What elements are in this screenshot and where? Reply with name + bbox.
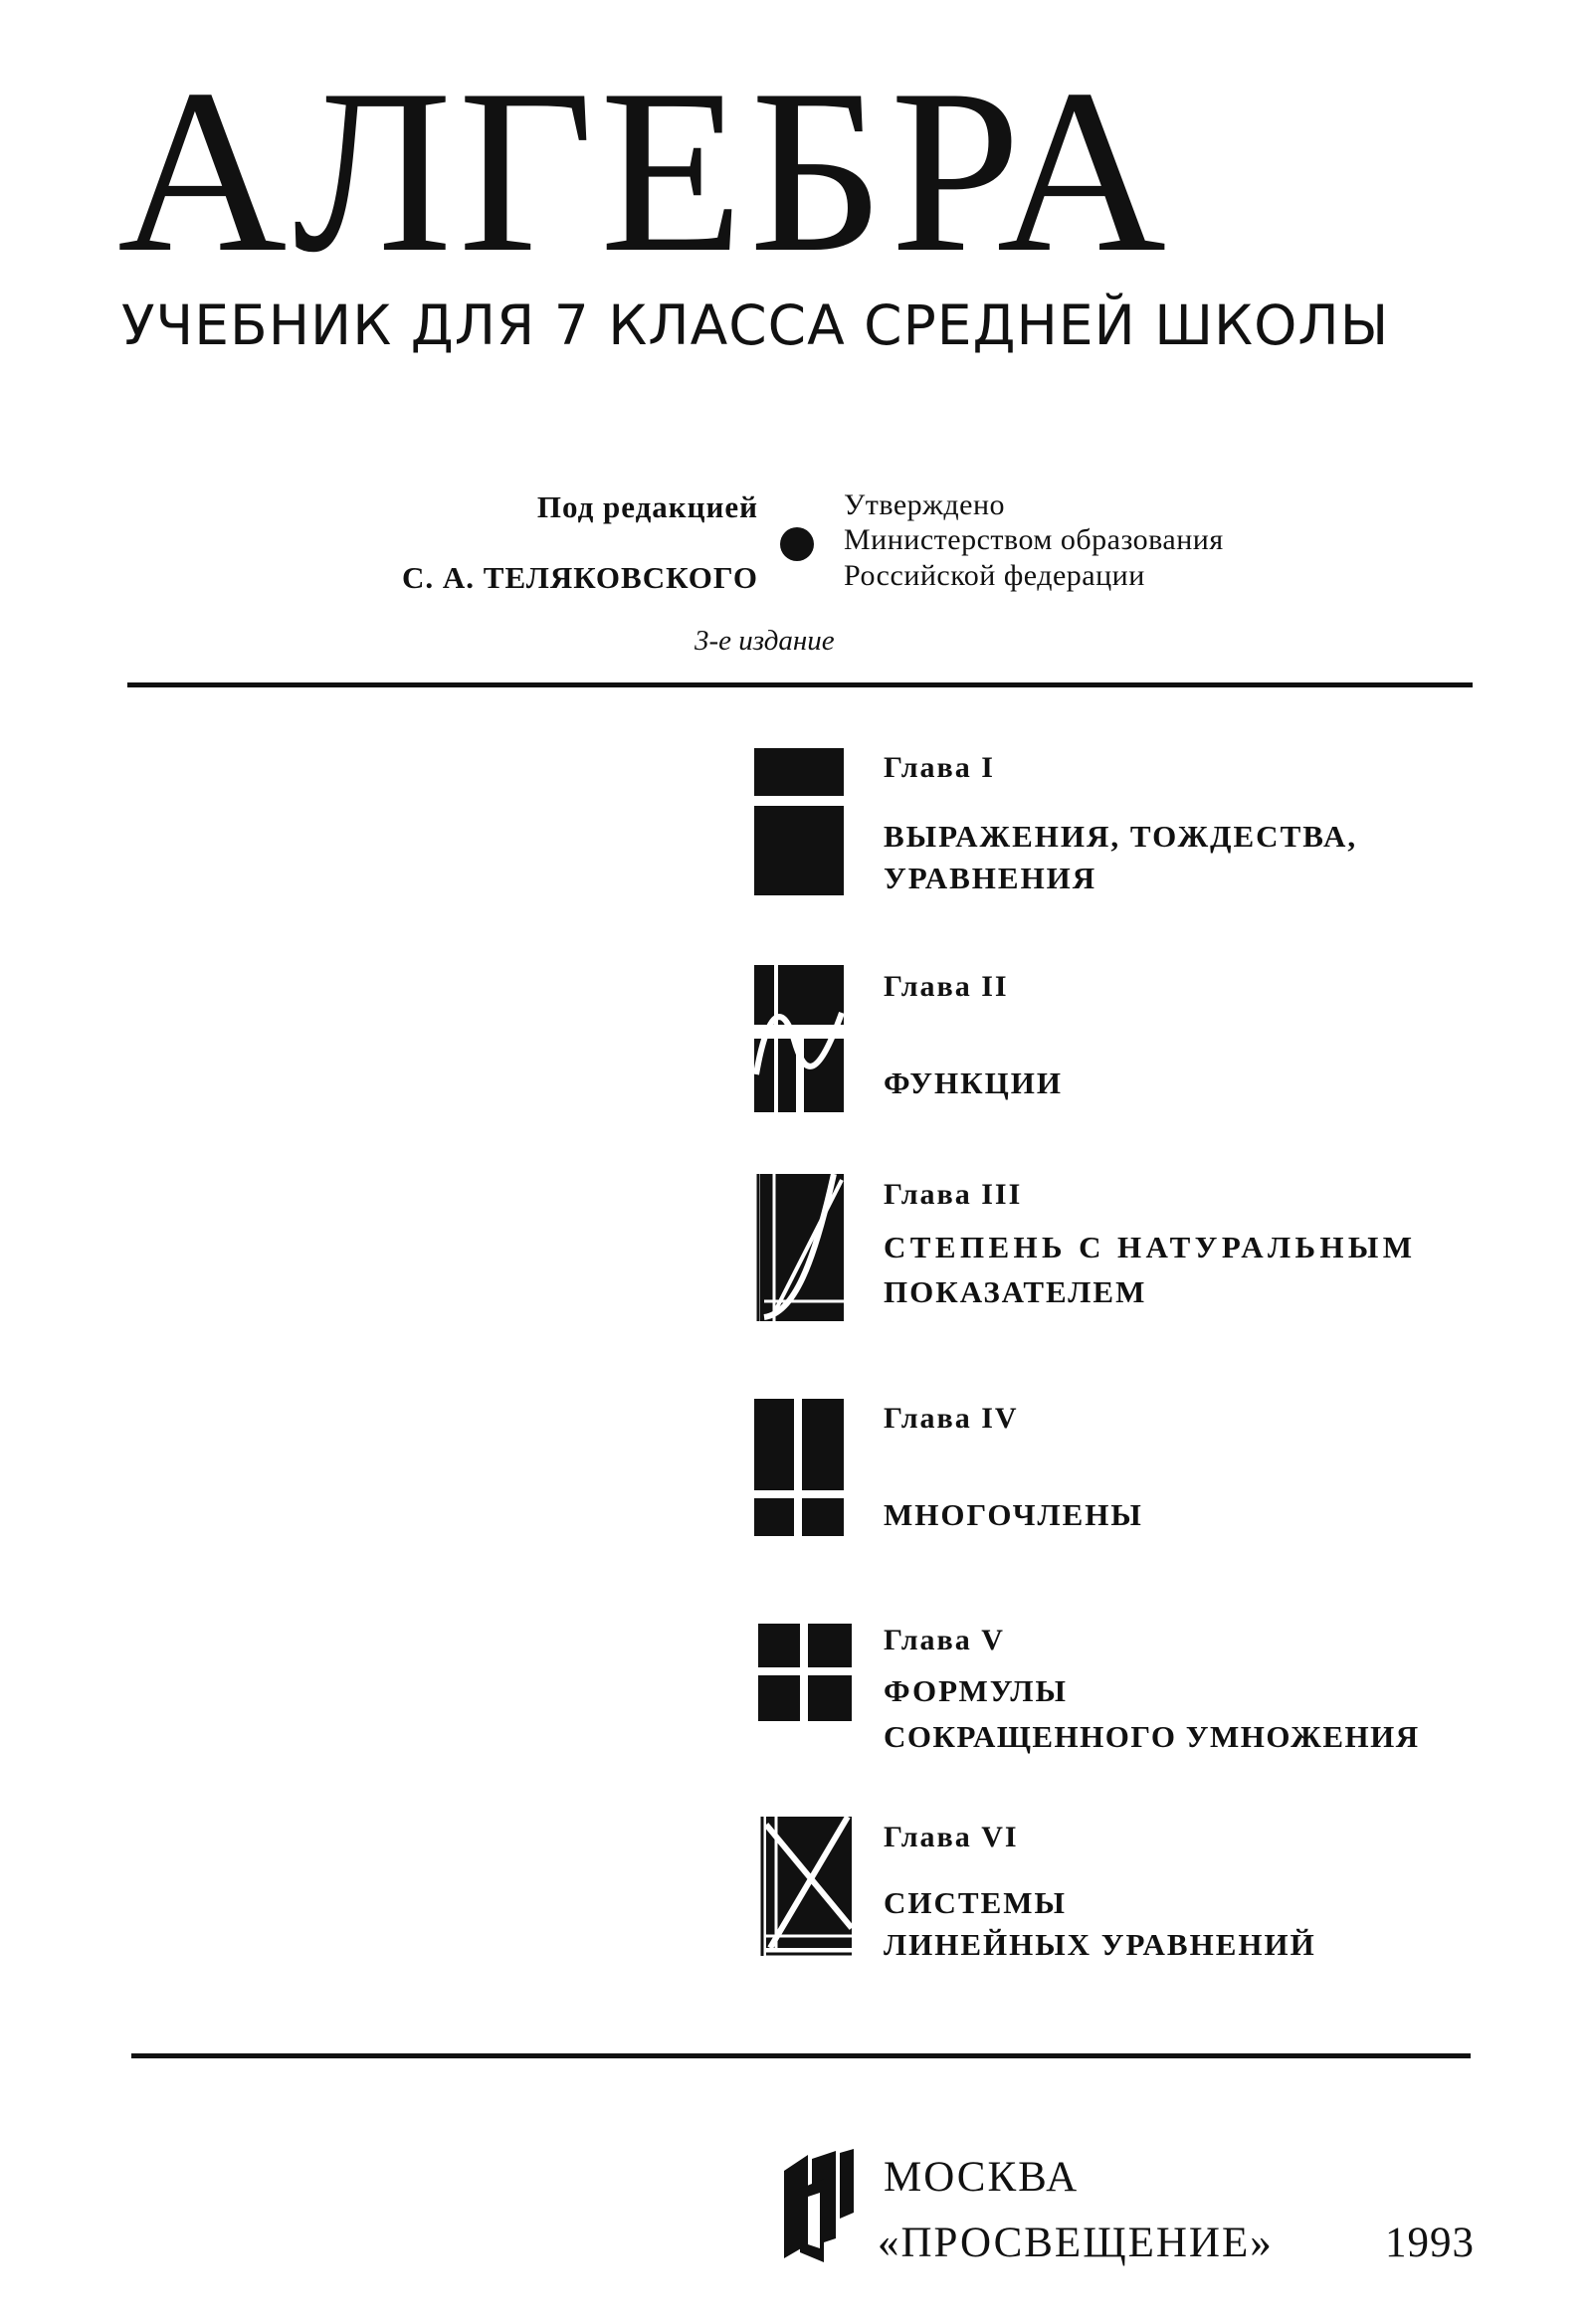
approval-line-3: Российской федерации bbox=[844, 559, 1145, 592]
block-split-icon bbox=[754, 748, 846, 895]
book-subtitle: УЧЕБНИК ДЛЯ 7 КЛАССА СРЕДНЕЙ ШКОЛЫ bbox=[121, 293, 1390, 357]
chapter-3-title-line2: ПОКАЗАТЕЛЕМ bbox=[884, 1274, 1147, 1309]
chapter-5-title-line1: ФОРМУЛЫ bbox=[884, 1673, 1068, 1708]
top-divider bbox=[127, 682, 1473, 687]
sine-wave-icon bbox=[754, 965, 846, 1112]
chapter-5-label: Глава V bbox=[884, 1624, 1005, 1656]
chapter-3-label: Глава III bbox=[884, 1178, 1023, 1211]
chapter-3-title-line1: СТЕПЕНЬ С НАТУРАЛЬНЫМ bbox=[884, 1230, 1417, 1264]
chapter-1-label: Глава I bbox=[884, 751, 995, 784]
editor-name: С. А. ТЕЛЯКОВСКОГО bbox=[402, 560, 758, 595]
chapter-4-title-line1: МНОГОЧЛЕНЫ bbox=[884, 1497, 1143, 1532]
publication-year: 1993 bbox=[1385, 2220, 1475, 2266]
chapter-2-title-line1: ФУНКЦИИ bbox=[884, 1065, 1063, 1100]
publisher-name: «ПРОСВЕЩЕНИЕ» bbox=[878, 2220, 1274, 2266]
chapter-1-title-line1: ВЫРАЖЕНИЯ, ТОЖДЕСТВА, bbox=[884, 819, 1358, 854]
bottom-divider bbox=[131, 2053, 1471, 2058]
editor-label: Под редакцией bbox=[536, 489, 758, 524]
chapter-6-label: Глава VI bbox=[884, 1821, 1019, 1853]
chapter-1-title-line2: УРАВНЕНИЯ bbox=[884, 861, 1097, 895]
four-squares-icon bbox=[758, 1624, 854, 1723]
approval-line-2: Министерством образования bbox=[844, 523, 1224, 556]
chapter-5-title-line2: СОКРАЩЕННОГО УМНОЖЕНИЯ bbox=[884, 1719, 1420, 1754]
edition: 3-е издание bbox=[695, 625, 835, 657]
chapter-6-title-line1: СИСТЕМЫ bbox=[884, 1885, 1067, 1920]
approval-line-1: Утверждено bbox=[844, 488, 1006, 521]
book-title: АЛГЕБРА bbox=[117, 42, 1173, 301]
chapter-4-label: Глава IV bbox=[884, 1402, 1019, 1435]
publisher-city: МОСКВА bbox=[884, 2154, 1080, 2201]
chapter-6-title-line2: ЛИНЕЙНЫХ УРАВНЕНИЙ bbox=[884, 1927, 1316, 1962]
power-curve-icon bbox=[754, 1174, 846, 1321]
chapter-2-label: Глава II bbox=[884, 970, 1009, 1003]
intersecting-lines-icon bbox=[758, 1817, 854, 1960]
polynomial-blocks-icon bbox=[754, 1399, 846, 1536]
prosveshchenie-logo bbox=[778, 2149, 858, 2262]
separator-dot bbox=[780, 527, 814, 561]
